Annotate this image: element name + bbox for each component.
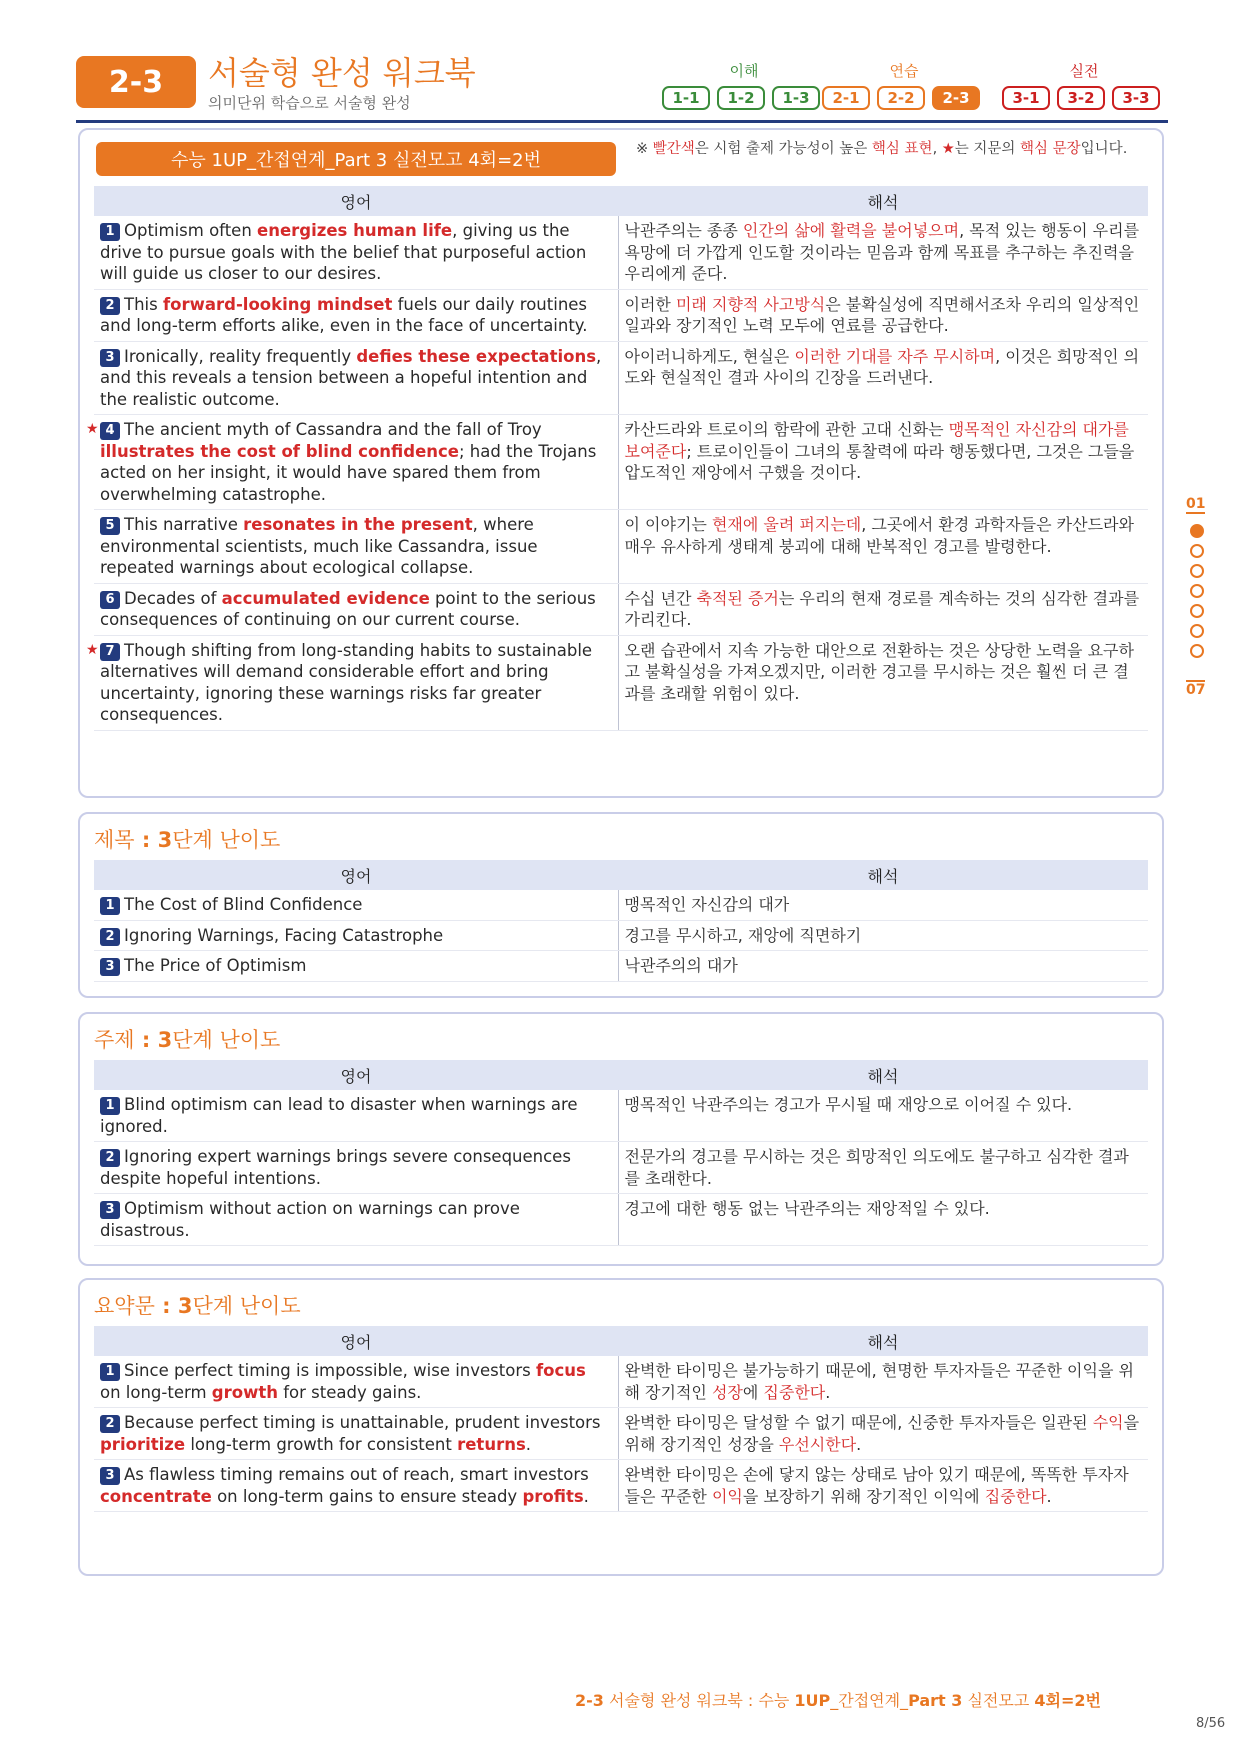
korean-cell: 이 이야기는 현재에 울려 퍼지는데, 그곳에서 환경 과학자들은 카산드라와 매우 유사하게 생태계 붕괴에 대해 반복적인 경고를 발령한다. — [618, 510, 1148, 584]
level-tab-3-2[interactable]: 3-2 — [1057, 86, 1105, 110]
table-row — [94, 1408, 1148, 1460]
sentence-number: 2 — [100, 1415, 120, 1433]
sentence-number: 3 — [100, 1201, 120, 1219]
english-cell: 2 Because perfect timing is unattainable, prudent investors prioritize long-term growth for consistent returns. — [94, 1408, 618, 1460]
english-cell: 1 Since perfect timing is impossible, wise investors focus on long-term growth for steady gains. — [94, 1356, 618, 1408]
col-header-english: 영어 — [94, 186, 618, 216]
korean-cell: 오랜 습관에서 지속 가능한 대안으로 전환하는 것은 상당한 노력을 요구하고 불확실성을 가져오겠지만, 이러한 경고를 무시하는 것은 훨씬 더 큰 결과를 초래할 위험이 있다. — [618, 635, 1148, 730]
main-passage-panel — [78, 128, 1164, 798]
table-row — [94, 1142, 1148, 1194]
star-icon: ★ — [86, 641, 99, 658]
table-row — [94, 951, 1148, 982]
korean-cell: 카산드라와 트로이의 함락에 관한 고대 신화는 맹목적인 자신감의 대가를 보여준다; 트로이인들이 그녀의 통찰력에 따라 행동했다면, 그것은 그들을 압도적인 재앙에서 구했을 것이다. — [618, 415, 1148, 510]
side-nav-end: 07 — [1186, 682, 1206, 698]
title-section-heading: 제목 : 3단계 난이도 — [94, 828, 281, 852]
korean-cell: 아이러니하게도, 현실은 이러한 기대를 자주 무시하며, 이것은 희망적인 의도와 현실적인 결과 사이의 긴장을 드러낸다. — [618, 341, 1148, 415]
sentence-number: 6 — [100, 591, 120, 609]
table-row — [94, 890, 1148, 920]
korean-cell: 완벽한 타이밍은 불가능하기 때문에, 현명한 투자자들은 꾸준한 이익을 위해 장기적인 성장에 집중한다. — [618, 1356, 1148, 1408]
korean-cell: 맹목적인 낙관주의는 경고가 무시될 때 재앙으로 이어질 수 있다. — [618, 1090, 1148, 1142]
side-nav-dot[interactable] — [1190, 544, 1204, 558]
sentence-number: 2 — [100, 928, 120, 946]
korean-cell: 맹목적인 자신감의 대가 — [618, 890, 1148, 920]
sentence-number: 3 — [100, 349, 120, 367]
table-row — [94, 635, 1148, 730]
table-row — [94, 289, 1148, 341]
table-row — [94, 1356, 1148, 1408]
col-header-english: 영어 — [94, 1326, 618, 1356]
korean-cell: 완벽한 타이밍은 손에 닿지 않는 상태로 남아 있기 때문에, 똑똑한 투자자들은 꾸준한 이익을 보장하기 위해 장기적인 이익에 집중한다. — [618, 1460, 1148, 1512]
side-nav-dot[interactable] — [1190, 644, 1204, 658]
star-icon: ★ — [941, 141, 955, 157]
sentence-number: 2 — [100, 297, 120, 315]
table-row — [94, 920, 1148, 951]
level-group-label: 연습 — [889, 62, 919, 80]
side-nav-dot[interactable] — [1190, 524, 1204, 538]
korean-cell: 경고에 대한 행동 없는 낙관주의는 재앙적일 수 있다. — [618, 1194, 1148, 1246]
sentence-number: 1 — [100, 1097, 120, 1115]
passage-badge: 수능 1UP_간접연계_Part 3 실전모고 4회=2번 — [96, 142, 616, 176]
english-cell: 3 Optimism without action on warnings can prove disastrous. — [94, 1194, 618, 1246]
english-cell: 1 Blind optimism can lead to disaster when warnings are ignored. — [94, 1090, 618, 1142]
english-cell: 6 Decades of accumulated evidence point to the serious consequences of continuing on our current course. — [94, 583, 618, 635]
sentence-number: 4 — [100, 422, 120, 440]
side-nav-dot[interactable] — [1190, 564, 1204, 578]
side-nav-dot[interactable] — [1190, 584, 1204, 598]
english-cell: 5 This narrative resonates in the present, where environmental scientists, much like Cassandra, issue repeated warnings about ecological collapse. — [94, 510, 618, 584]
level-tab-1-1[interactable]: 1-1 — [662, 86, 710, 110]
english-cell: 1 Optimism often energizes human life, giving us the drive to pursue goals with the belief that purposeful action will guide us closer to our desires. — [94, 216, 618, 289]
english-cell: 1 The Cost of Blind Confidence — [94, 890, 618, 920]
sentence-number: 1 — [100, 1363, 120, 1381]
star-icon: ★ — [86, 421, 99, 437]
table-row — [94, 216, 1148, 289]
passage-table — [86, 186, 1148, 731]
english-cell: 3 As flawless timing remains out of reach, smart investors concentrate on long-term gains to ensure steady profits. — [94, 1460, 618, 1512]
header-divider — [76, 120, 1168, 123]
english-cell: 2 Ignoring expert warnings brings severe consequences despite hopeful intentions. — [94, 1142, 618, 1194]
level-tab-2-3[interactable]: 2-3 — [932, 86, 980, 110]
footer-title: 2-3 서술형 완성 워크북 : 수능 1UP_간접연계_Part 3 실전모고 4회=2번 — [575, 1691, 1101, 1710]
theme-section-heading: 주제 : 3단계 난이도 — [94, 1028, 281, 1052]
summary-table — [94, 1326, 1148, 1512]
sentence-number: 1 — [100, 223, 120, 241]
col-header-english: 영어 — [94, 860, 618, 890]
page-number: 8/56 — [1196, 1716, 1226, 1731]
summary-section-panel — [78, 1278, 1164, 1576]
col-header-korean: 해석 — [618, 1326, 1148, 1356]
col-header-english: 영어 — [94, 1060, 618, 1090]
english-cell: 2 This forward-looking mindset fuels our daily routines and long-term efforts alike, even in the face of uncertainty. — [94, 289, 618, 341]
table-row — [94, 583, 1148, 635]
page-subtitle: 의미단위 학습으로 서술형 완성 — [208, 94, 411, 112]
korean-cell: 낙관주의의 대가 — [618, 951, 1148, 982]
level-tab-1-3[interactable]: 1-3 — [772, 86, 820, 110]
theme-section-panel — [78, 1012, 1164, 1266]
table-row — [94, 341, 1148, 415]
table-row — [94, 510, 1148, 584]
side-nav-start: 01 — [1186, 496, 1206, 512]
table-row — [94, 1194, 1148, 1246]
level-group-label: 실전 — [1069, 62, 1099, 80]
korean-cell: 이러한 미래 지향적 사고방식은 불확실성에 직면해서조차 우리의 일상적인 일과와 장기적인 노력 모두에 연료를 공급한다. — [618, 289, 1148, 341]
english-cell: ★ 7 Though shifting from long-standing habits to sustainable alternatives will demand considerable effort and bring uncertainty, ignoring these warnings risks far greater consequences. — [94, 635, 618, 730]
english-cell: ★ 4 The ancient myth of Cassandra and the fall of Troy illustrates the cost of blind confidence; had the Trojans acted on her insight, it would have spared them from overwhelming catastrophe. — [94, 415, 618, 510]
korean-cell: 낙관주의는 종종 인간의 삶에 활력을 불어넣으며, 목적 있는 행동이 우리를 욕망에 더 가깝게 인도할 것이라는 믿음과 함께 목표를 추구하는 추진력을 우리에게 준다. — [618, 216, 1148, 289]
page-title: 서술형 완성 워크북 — [208, 54, 476, 92]
col-header-korean: 해석 — [618, 186, 1148, 216]
title-section-panel — [78, 812, 1164, 998]
sentence-number: 7 — [100, 643, 120, 661]
korean-cell: 경고를 무시하고, 재앙에 직면하기 — [618, 920, 1148, 951]
table-row — [94, 415, 1148, 510]
english-cell: 3 The Price of Optimism — [94, 951, 618, 982]
sentence-number: 3 — [100, 1467, 120, 1485]
legend-note: ※ 빨간색은 시험 출제 가능성이 높은 핵심 표현, ★는 지문의 핵심 문장입니다. — [636, 141, 1128, 157]
english-cell: 2 Ignoring Warnings, Facing Catastrophe — [94, 920, 618, 951]
korean-cell: 전문가의 경고를 무시하는 것은 희망적인 의도에도 불구하고 심각한 결과를 초래한다. — [618, 1142, 1148, 1194]
title-table — [94, 860, 1148, 982]
level-tab-3-3[interactable]: 3-3 — [1112, 86, 1160, 110]
side-nav-dot[interactable] — [1190, 624, 1204, 638]
col-header-korean: 해석 — [618, 860, 1148, 890]
sentence-number: 3 — [100, 958, 120, 976]
sentence-number: 1 — [100, 897, 120, 915]
summary-section-heading: 요약문 : 3단계 난이도 — [94, 1294, 301, 1318]
level-tab-1-2[interactable]: 1-2 — [717, 86, 765, 110]
sentence-number: 2 — [100, 1149, 120, 1167]
level-group-label: 이해 — [729, 62, 759, 80]
korean-cell: 완벽한 타이밍은 달성할 수 없기 때문에, 신중한 투자자들은 일관된 수익을 위해 장기적인 성장을 우선시한다. — [618, 1408, 1148, 1460]
korean-cell: 수십 년간 축적된 증거는 우리의 현재 경로를 계속하는 것의 심각한 결과를 가리킨다. — [618, 583, 1148, 635]
col-header-korean: 해석 — [618, 1060, 1148, 1090]
table-row — [94, 1090, 1148, 1142]
level-tab-3-1[interactable]: 3-1 — [1002, 86, 1050, 110]
theme-table — [94, 1060, 1148, 1246]
table-row — [94, 1460, 1148, 1512]
section-badge: 2-3 — [76, 56, 196, 108]
side-nav-dot[interactable] — [1190, 604, 1204, 618]
level-tab-2-2[interactable]: 2-2 — [877, 86, 925, 110]
level-tab-2-1[interactable]: 2-1 — [822, 86, 870, 110]
sentence-number: 5 — [100, 517, 120, 535]
english-cell: 3 Ironically, reality frequently defies these expectations, and this reveals a tension between a hopeful intention and the realistic outcome. — [94, 341, 618, 415]
